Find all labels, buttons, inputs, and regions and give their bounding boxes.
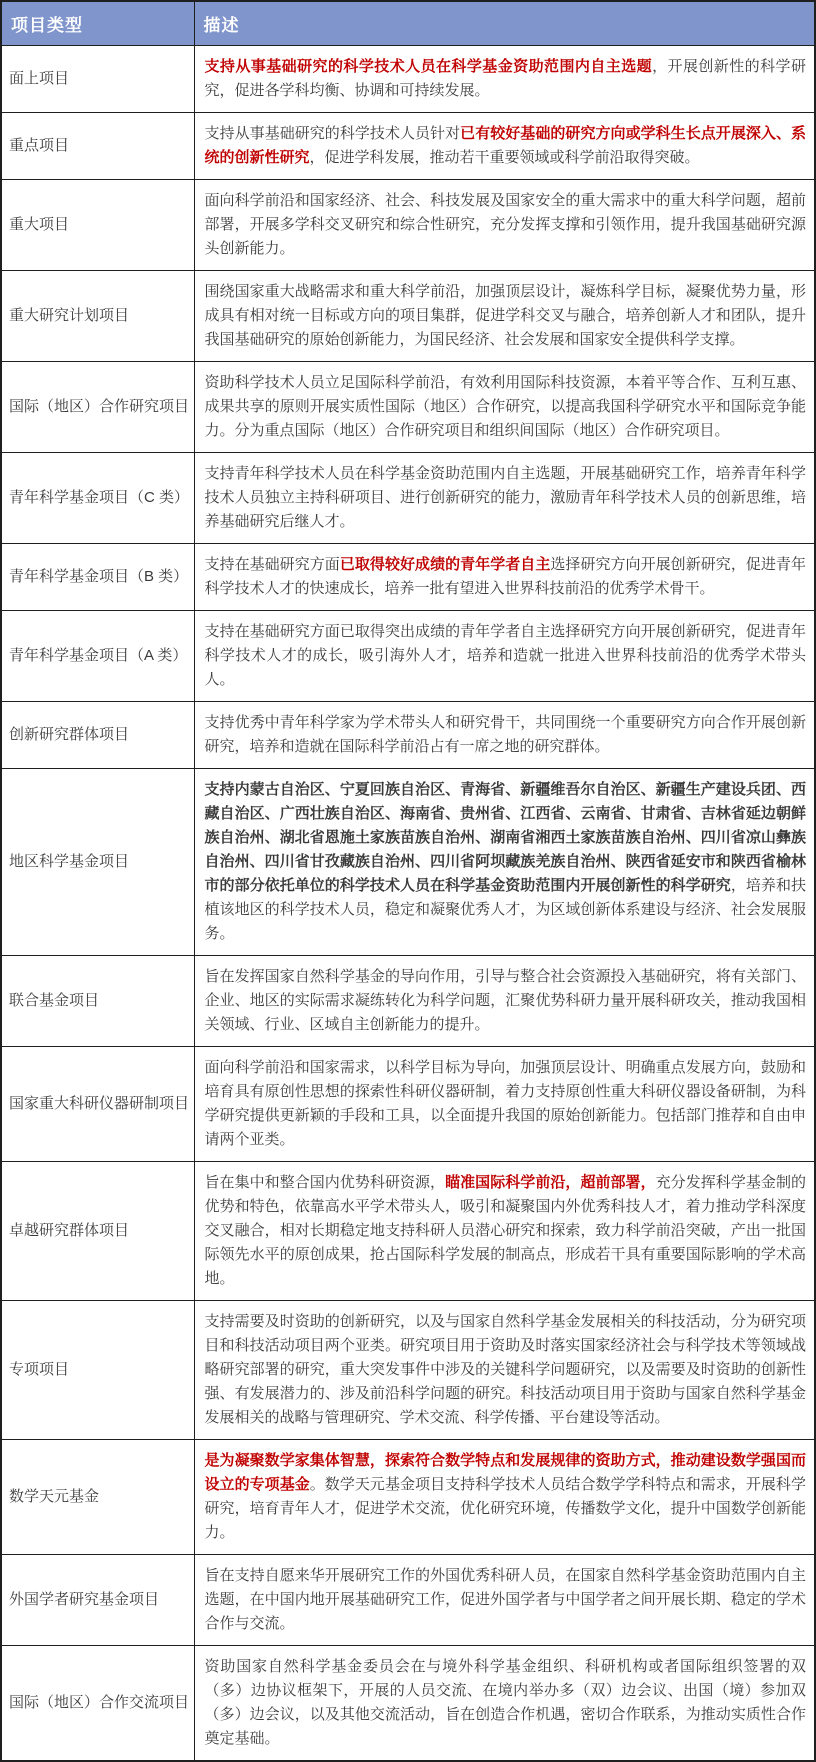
table-row [1,1440,815,1555]
description-segment: 旨在集中和整合国内优势科研资源， [204,1174,446,1191]
project-type-cell: 国际（地区）合作研究项目 [1,362,194,453]
project-type-cell: 青年科学基金项目（C 类） [1,453,194,544]
description-segment: 围绕国家重大战略需求和重大科学前沿，加强顶层设计，凝炼科学目标，凝聚优势力量，形成具有相对统一目标或方向的项目集群，促进学科交叉与融合，培养创新人才和团队，提升我国基础研究的原始创新能力，为国民经济、社会发展和国家安全提供科学支撑。 [204,283,806,348]
description-cell [194,362,815,453]
project-type-cell: 地区科学基金项目 [1,769,194,956]
description-cell [194,1646,815,1762]
description-segment: 选择研究方向开展创新研究，促进青年科学技术人才的快速成长，培养一批有望进入世界科技前沿的优秀学术骨干。 [204,556,806,597]
description-segment: 支持优秀中青年科学家为学术带头人和研究骨干，共同围绕一个重要研究方向合作开展创新研究，培养和造就在国际科学前沿占有一席之地的研究群体。 [204,714,806,755]
table-row [1,113,815,180]
description-segment: 充分发挥科学基金制的优势和特色，依靠高水平学术带头人，吸引和凝聚国内外优秀科技人才，着力推动学科深度交叉融合，相对长期稳定地支持科研人员潜心研究和探索，致力科学前沿突破，产出一批国际领先水平的原创成果，抢占国际科学发展的制高点，形成若干具有重要国际影响的学术高地。 [204,1174,806,1287]
description-cell [194,271,815,362]
table-row [1,362,815,453]
description-segment: 资助科学技术人员立足国际科学前沿，有效利用国际科技资源，本着平等合作、互利互惠、成果共享的原则开展实质性国际（地区）合作研究，以提高我国科学研究水平和国际竞争能力。分为重点国际（地区）合作研究项目和组织间国际（地区）合作研究项目。 [204,374,806,439]
description-segment: 旨在支持自愿来华开展研究工作的外国优秀科研人员，在国家自然科学基金资助范围内自主选题，在中国内地开展基础研究工作，促进外国学者与中国学者之间开展长期、稳定的学术合作与交流。 [204,1567,806,1632]
project-type-cell: 外国学者研究基金项目 [1,1555,194,1646]
description-segment: ，培养和扶植该地区的科学技术人员，稳定和凝聚优秀人才，为区域创新体系建设与经济、社会发展服务。 [204,877,806,942]
description-cell [194,956,815,1047]
column-header-description: 描述 [194,1,815,46]
table-row [1,1555,815,1646]
description-segment: 支持青年科学技术人员在科学基金资助范围内自主选题，开展基础研究工作，培养青年科学技术人员独立主持科研项目、进行创新研究的能力，激励青年科学技术人员的创新思维，培养基础研究后继人才。 [204,465,806,530]
description-segment: ，促进学科发展，推动若干重要领域或科学前沿取得突破。 [309,149,700,166]
table-row [1,1047,815,1162]
description-cell [194,1301,815,1440]
description-segment: 已取得较好成绩的青年学者自主 [339,556,551,573]
table-row [1,180,815,271]
description-cell [194,1162,815,1301]
description-cell [194,453,815,544]
project-type-cell: 创新研究群体项目 [1,702,194,769]
table-row [1,46,815,113]
description-segment: 资助国家自然科学基金委员会在与境外科学基金组织、科研机构或者国际组织签署的双（多）边协议框架下，开展的人员交流、在境内举办多（双）边会议、出国（境）参加双（多）边会议，以及其他交流活动，旨在创造合作机遇，密切合作联系，为推动实质性合作奠定基础。 [204,1658,806,1747]
column-header-project-type: 项目类型 [1,1,194,46]
description-segment: 。数学天元基金项目支持科学技术人员结合数学学科特点和需求，开展科学研究，培育青年人才，促进学术交流，优化研究环境，传播数学文化，提升中国数学创新能力。 [204,1476,806,1541]
description-segment: 支持在基础研究方面已取得突出成绩的青年学者自主选择研究方向开展创新研究，促进青年科学技术人才的成长，吸引海外人才，培养和造就一批进入世界科技前沿的优秀学术带头人。 [204,623,806,688]
description-segment: 面向科学前沿和国家经济、社会、科技发展及国家安全的重大需求中的重大科学问题，超前部署，开展多学科交叉研究和综合性研究，充分发挥支撑和引领作用，提升我国基础研究源头创新能力。 [204,192,806,257]
project-type-cell: 联合基金项目 [1,956,194,1047]
description-segment: 支持从事基础研究的科学技术人员在科学基金资助范围内自主选题 [204,58,653,75]
description-cell [194,544,815,611]
project-type-cell: 重点项目 [1,113,194,180]
table-row [1,1301,815,1440]
description-segment: 旨在发挥国家自然科学基金的导向作用，引导与整合社会资源投入基础研究，将有关部门、企业、地区的实际需求凝练转化为科学问题，汇聚优势科研力量开展科研攻关，推动我国相关领域、行业、区域自主创新能力的提升。 [204,968,806,1033]
description-cell [194,702,815,769]
table-row [1,1646,815,1762]
table-row [1,544,815,611]
description-segment: 支持从事基础研究的科学技术人员针对 [204,125,461,142]
description-segment: 是为凝聚数学家集体智慧，探索符合数学特点和发展规律的资助方式，推动建设数学强国而设立的专项基金 [204,1452,806,1493]
description-segment: 支持在基础研究方面 [204,556,340,573]
table-row [1,611,815,702]
project-type-cell: 重大项目 [1,180,194,271]
project-type-cell: 国家重大科研仪器研制项目 [1,1047,194,1162]
description-segment: ，开展创新性的科学研究，促进各学科均衡、协调和可持续发展。 [204,58,806,99]
description-cell [194,180,815,271]
table-row [1,769,815,956]
project-type-cell: 专项项目 [1,1301,194,1440]
description-cell [194,1440,815,1555]
description-segment: 已有较好基础的研究方向或学科生长点开展深入、系统的创新性研究 [204,125,806,166]
project-type-cell: 数学天元基金 [1,1440,194,1555]
project-type-cell: 青年科学基金项目（B 类） [1,544,194,611]
table-header [1,1,815,46]
project-type-cell: 面上项目 [1,46,194,113]
description-cell [194,46,815,113]
description-cell [194,113,815,180]
project-type-cell: 卓越研究群体项目 [1,1162,194,1301]
table-row [1,453,815,544]
description-cell [194,1555,815,1646]
description-segment: 瞄准国际科学前沿，超前部署， [445,1174,656,1191]
description-cell [194,1047,815,1162]
description-cell [194,611,815,702]
description-cell [194,769,815,956]
description-segment: 支持需要及时资助的创新研究，以及与国家自然科学基金发展相关的科技活动，分为研究项目和科技活动项目两个亚类。研究项目用于资助及时落实国家经济社会与科学技术等领域战略研究部署的研究，重大突发事件中涉及的关键科学问题研究，以及需要及时资助的创新性强、有发展潜力的、涉及前沿科学问题的研究。科技活动项目用于资助与国家自然科学基金发展相关的战略与管理研究、学术交流、科学传播、平台建设等活动。 [204,1313,806,1426]
table-row [1,956,815,1047]
table-row [1,271,815,362]
description-segment: 面向科学前沿和国家需求，以科学目标为导向，加强顶层设计、明确重点发展方向，鼓励和培育具有原创性思想的探索性科研仪器研制，着力支持原创性重大科研仪器设备研制，为科学研究提供更新颖的手段和工具，以全面提升我国的原始创新能力。包括部门推荐和自由申请两个亚类。 [204,1059,806,1148]
table-row [1,1162,815,1301]
description-segment: 支持内蒙古自治区、宁夏回族自治区、青海省、新疆维吾尔自治区、新疆生产建设兵团、西藏自治区、广西壮族自治区、海南省、贵州省、江西省、云南省、甘肃省、吉林省延边朝鲜族自治州、湖北省恩施土家族苗族自治州、湖南省湘西土家族苗族自治州、四川省凉山彝族自治州、四川省甘孜藏族自治州、四川省阿坝藏族羌族自治州、陕西省延安市和陕西省榆林市的部分依托单位的科学技术人员在科学基金资助范围内开展创新性的科学研究 [204,781,806,894]
project-type-cell: 重大研究计划项目 [1,271,194,362]
table-row [1,702,815,769]
table-body [1,46,815,1762]
project-type-cell: 青年科学基金项目（A 类） [1,611,194,702]
header-row [1,1,815,46]
project-type-cell: 国际（地区）合作交流项目 [1,1646,194,1762]
